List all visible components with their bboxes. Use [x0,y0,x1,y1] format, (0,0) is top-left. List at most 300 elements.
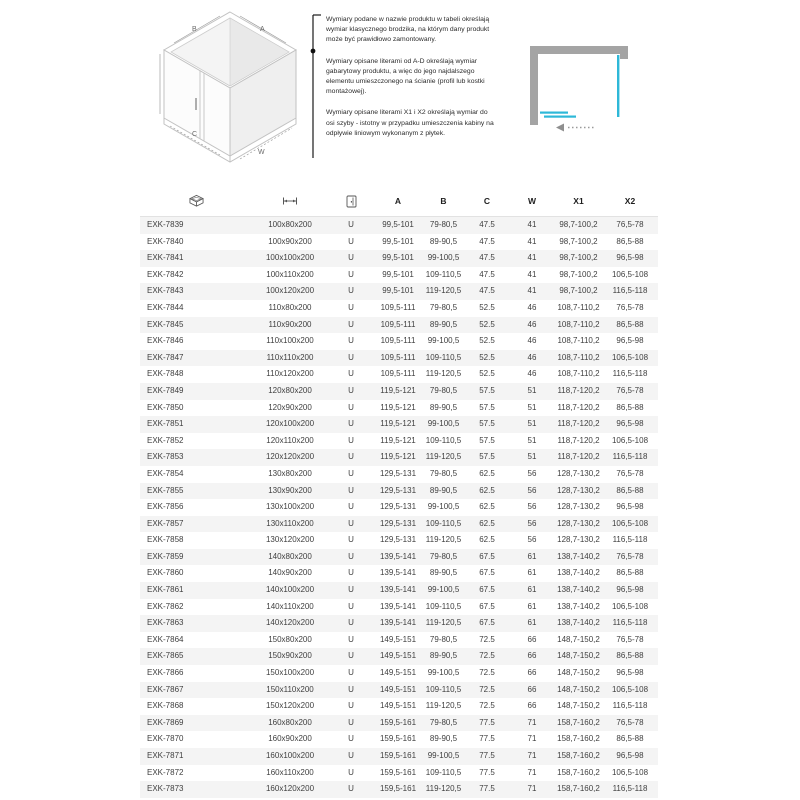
cell-x2: 86,5-88 [616,734,644,744]
cell-code: EXK-7846 [147,336,184,346]
top-section [0,0,800,186]
cell-b: 79-80,5 [429,385,458,395]
cell-b: 109-110,5 [425,684,462,694]
table-row [140,698,658,715]
cell-w: 56 [527,485,537,495]
cell-x2: 76,5-78 [616,717,644,727]
cell-c: 57.5 [479,385,495,395]
cell-b: 89-90,5 [429,236,458,246]
cell-w: 71 [527,751,537,760]
cell-code: EXK-7868 [147,701,184,711]
cell-size: 150x110x200 [266,684,314,694]
cell-x2: 116,5-118 [612,452,648,462]
cell-b: 99-100,5 [427,751,460,760]
cell-x1: 148,7-150,2 [557,684,600,694]
cell-x2: 86,5-88 [616,568,644,578]
cell-x1: 148,7-150,2 [557,634,600,644]
table-row [140,466,658,483]
cell-b: 119-120,5 [425,784,462,794]
cell-size: 130x90x200 [268,485,312,495]
cell-size: 130x110x200 [266,518,314,528]
cell-code: EXK-7850 [147,402,184,412]
cell-code: EXK-7865 [147,651,184,661]
cell-a: 99,5-101 [382,286,414,296]
dimension-info-text [326,15,494,150]
cell-x2: 96,5-98 [616,253,644,263]
cell-x1: 98,7-100,2 [559,286,598,296]
table-row [140,366,658,383]
width-dimension-icon [282,196,298,206]
cell-w: 66 [527,668,537,678]
cell-x1: 158,7-160,2 [557,784,600,794]
cell-b: 109-110,5 [425,518,462,528]
table-row [140,317,658,334]
cell-w: 41 [527,236,537,246]
cell-x2: 96,5-98 [616,419,644,429]
cell-type: U [348,419,354,429]
cell-x1: 108,7-110,2 [557,369,600,379]
cell-b: 89-90,5 [429,485,458,495]
cell-size: 100x120x200 [265,286,315,296]
cell-c: 67.5 [479,585,495,595]
column-header-x1: X1 [573,196,584,206]
table-row [140,632,658,649]
cell-size: 150x100x200 [265,668,315,678]
table-row [140,499,658,516]
cell-c: 47.5 [479,253,495,263]
cell-size: 110x110x200 [266,352,314,362]
cell-b: 89-90,5 [429,402,458,412]
cell-type: U [348,352,354,362]
info-paragraph-3: Wymiary opisane literami X1 i X2 określają wymiar do osi szyby - istotny w przypadku umieszczenia kabiny na odpływie liniowym wykonanym z płytek. [326,109,494,137]
cell-b: 99-100,5 [427,668,460,678]
cell-b: 119-120,5 [425,452,462,462]
column-header-door-type [328,195,374,208]
cell-a: 109,5-111 [380,336,416,346]
cell-b: 89-90,5 [429,734,458,744]
cell-x2: 86,5-88 [616,485,644,495]
cell-x1: 158,7-160,2 [557,734,600,744]
cell-code: EXK-7844 [147,302,184,312]
cell-code: EXK-7847 [147,352,184,362]
cell-size: 130x100x200 [265,502,315,512]
table-row [140,234,658,251]
cell-type: U [348,684,354,694]
cell-code: EXK-7872 [147,767,184,777]
cell-a: 99,5-101 [382,253,414,263]
cell-type: U [348,452,354,462]
cell-a: 149,5-151 [379,634,417,644]
cell-x2: 76,5-78 [616,220,644,229]
wall-top [530,46,628,54]
cell-size: 110x100x200 [266,336,314,346]
table-row [140,250,658,267]
cell-x1: 128,7-130,2 [557,535,600,545]
cell-x2: 76,5-78 [616,302,644,312]
cell-x2: 116,5-118 [612,701,648,711]
cell-x2: 86,5-88 [616,319,644,329]
cell-a: 119,5-121 [380,385,416,395]
cell-w: 56 [527,502,537,512]
cell-code: EXK-7853 [147,452,184,462]
cell-c: 62.5 [479,468,495,478]
column-header-w: W [527,196,537,206]
cell-c: 52.5 [479,369,495,379]
cell-x1: 108,7-110,2 [557,302,600,312]
cell-type: U [348,220,354,229]
cell-x2: 76,5-78 [616,551,644,561]
cell-code: EXK-7840 [147,236,184,246]
cell-w: 46 [527,336,537,346]
table-row [140,416,658,433]
cell-size: 120x80x200 [268,385,312,395]
glass-door-panel-2 [544,116,576,118]
cell-x2: 106,5-108 [611,352,649,362]
cell-w: 61 [527,551,537,561]
cell-b: 99-100,5 [427,253,460,263]
cell-type: U [348,385,354,395]
cell-b: 89-90,5 [429,651,458,661]
height-dimension-line [308,14,322,165]
table-row [140,748,658,765]
cell-w: 46 [527,352,537,362]
cell-c: 62.5 [479,518,495,528]
cell-code: EXK-7870 [147,734,184,744]
glass-fixed-panel [617,55,619,117]
table-body [140,217,658,798]
cell-w: 41 [527,286,537,296]
cell-b: 89-90,5 [429,319,458,329]
glass-door-panel-1 [540,112,568,114]
cell-size: 120x120x200 [265,452,315,462]
cell-c: 52.5 [479,319,495,329]
cell-w: 56 [527,535,537,545]
cell-a: 129,5-131 [379,535,417,545]
cell-c: 57.5 [479,402,495,412]
cell-x2: 106,5-108 [611,518,649,528]
cell-w: 41 [527,269,537,279]
cell-b: 99-100,5 [427,585,460,595]
table-row [140,483,658,500]
cell-b: 79-80,5 [429,551,458,561]
table-row [140,350,658,367]
cell-x1: 138,7-140,2 [557,551,600,561]
cell-x2: 106,5-108 [611,684,649,694]
table-row [140,565,658,582]
dim-label-a: A [260,26,265,33]
cell-b: 99-100,5 [427,502,460,512]
table-row [140,516,658,533]
cell-a: 159,5-161 [379,767,417,777]
cell-a: 129,5-131 [379,518,417,528]
cell-size: 140x80x200 [268,551,312,561]
cell-x1: 118,7-120,2 [557,452,600,462]
cell-x2: 96,5-98 [616,668,644,678]
cell-a: 139,5-141 [379,618,417,628]
cell-x1: 98,7-100,2 [559,220,598,229]
cell-type: U [348,734,354,744]
cell-size: 120x90x200 [268,402,312,412]
isometric-cabin-drawing [156,6,304,168]
cell-type: U [348,717,354,727]
cell-code: EXK-7851 [147,419,184,429]
cell-size: 100x100x200 [265,253,315,263]
cell-w: 51 [527,385,537,395]
cell-c: 77.5 [479,784,495,794]
cell-x2: 86,5-88 [616,651,644,661]
cell-c: 57.5 [479,435,495,445]
cell-x2: 86,5-88 [616,402,644,412]
cell-a: 99,5-101 [382,236,414,246]
cell-a: 159,5-161 [379,751,417,760]
cell-size: 160x80x200 [268,717,312,727]
cell-c: 72.5 [479,701,495,711]
table-row [140,333,658,350]
cell-type: U [348,468,354,478]
cell-c: 72.5 [479,668,495,678]
table-row [140,781,658,798]
column-header-product [140,194,252,208]
table-row [140,383,658,400]
cell-code: EXK-7871 [147,751,184,760]
cell-c: 47.5 [479,286,495,296]
cell-type: U [348,668,354,678]
cell-x2: 76,5-78 [616,385,644,395]
table-row [140,615,658,632]
cell-size: 150x90x200 [268,651,312,661]
table-row [140,549,658,566]
cell-w: 41 [527,253,537,263]
cell-code: EXK-7842 [147,269,184,279]
cell-type: U [348,336,354,346]
cell-c: 67.5 [479,568,495,578]
column-header-a: A [394,196,402,206]
cell-size: 160x100x200 [265,751,315,760]
cell-x2: 96,5-98 [616,336,644,346]
cell-b: 99-100,5 [427,419,460,429]
cell-size: 120x100x200 [265,419,315,429]
cell-type: U [348,269,354,279]
cell-c: 47.5 [479,269,495,279]
cell-w: 41 [527,220,537,229]
cell-c: 52.5 [479,336,495,346]
cell-x1: 98,7-100,2 [559,253,598,263]
table-row [140,665,658,682]
cell-w: 61 [527,618,537,628]
cell-x2: 116,5-118 [612,535,648,545]
cell-x1: 118,7-120,2 [557,419,600,429]
cell-code: EXK-7854 [147,468,184,478]
cell-size: 100x80x200 [268,220,312,229]
cell-type: U [348,402,354,412]
cell-code: EXK-7857 [147,518,184,528]
cell-code: EXK-7860 [147,568,184,578]
cell-c: 72.5 [479,634,495,644]
cell-code: EXK-7839 [147,220,184,229]
cell-a: 109,5-111 [380,352,416,362]
cell-size: 160x90x200 [268,734,312,744]
spec-table [140,186,658,798]
cell-x1: 128,7-130,2 [557,502,600,512]
cell-a: 119,5-121 [380,419,416,429]
cell-code: EXK-7848 [147,369,184,379]
cell-c: 52.5 [479,302,495,312]
cell-c: 62.5 [479,485,495,495]
cell-x2: 96,5-98 [616,585,644,595]
cell-code: EXK-7862 [147,601,184,611]
cell-x1: 138,7-140,2 [557,568,600,578]
cell-size: 160x120x200 [265,784,315,794]
cell-x2: 76,5-78 [616,468,644,478]
cell-size: 110x80x200 [268,302,312,312]
cell-size: 140x100x200 [265,585,315,595]
cell-b: 99-100,5 [427,336,460,346]
cell-x1: 108,7-110,2 [557,319,600,329]
cell-x1: 108,7-110,2 [557,352,600,362]
cell-w: 71 [527,734,537,744]
table-row [140,582,658,599]
cell-type: U [348,601,354,611]
cell-a: 129,5-131 [379,468,417,478]
table-row [140,300,658,317]
table-row [140,599,658,616]
cell-w: 51 [527,402,537,412]
cell-type: U [348,701,354,711]
cell-type: U [348,369,354,379]
table-row [140,648,658,665]
cell-x1: 108,7-110,2 [557,336,600,346]
cell-code: EXK-7867 [147,684,184,694]
cell-a: 99,5-101 [382,220,414,229]
cell-x1: 148,7-150,2 [557,701,600,711]
cell-a: 149,5-151 [379,651,417,661]
table-row [140,217,658,234]
door-icon [346,195,357,208]
cell-a: 139,5-141 [379,601,417,611]
cell-x1: 118,7-120,2 [557,385,600,395]
cell-b: 109-110,5 [425,601,462,611]
cell-a: 109,5-111 [380,319,416,329]
cell-code: EXK-7864 [147,634,184,644]
cell-c: 62.5 [479,535,495,545]
cell-size: 150x120x200 [265,701,315,711]
cell-type: U [348,319,354,329]
cell-a: 149,5-151 [379,684,417,694]
cell-w: 61 [527,601,537,611]
table-row [140,532,658,549]
cell-c: 52.5 [479,352,495,362]
cell-size: 110x120x200 [266,369,314,379]
cell-a: 109,5-111 [380,369,416,379]
cell-x2: 76,5-78 [616,634,644,644]
cell-a: 149,5-151 [379,668,417,678]
cell-b: 79-80,5 [429,468,458,478]
cell-w: 46 [527,319,537,329]
cell-code: EXK-7843 [147,286,184,296]
cell-c: 77.5 [479,717,495,727]
cell-code: EXK-7852 [147,435,184,445]
cell-c: 77.5 [479,767,495,777]
cell-x1: 158,7-160,2 [557,717,600,727]
cell-x1: 158,7-160,2 [557,767,600,777]
cell-c: 77.5 [479,734,495,744]
cell-a: 139,5-141 [379,568,417,578]
cell-x1: 128,7-130,2 [557,485,600,495]
cell-type: U [348,634,354,644]
cell-c: 47.5 [479,220,495,229]
cell-size: 100x110x200 [266,269,314,279]
cell-type: U [348,485,354,495]
table-row [140,267,658,284]
cell-w: 61 [527,568,537,578]
cell-size: 100x90x200 [268,236,312,246]
cell-code: EXK-7863 [147,618,184,628]
cell-a: 139,5-141 [379,551,417,561]
cell-size: 140x90x200 [268,568,312,578]
cell-c: 57.5 [479,419,495,429]
cell-code: EXK-7849 [147,385,184,395]
cell-x1: 98,7-100,2 [559,269,598,279]
dim-label-w: W [258,149,265,156]
cell-a: 109,5-111 [380,302,416,312]
cell-type: U [348,435,354,445]
cell-x1: 98,7-100,2 [559,236,598,246]
wall-return [620,54,628,59]
cell-a: 99,5-101 [382,269,414,279]
info-paragraph-2: Wymiary opisane literami od A-D określają wymiar gabarytowy produktu, a więc do jego najdalszego elementu umieszczonego na ścianie (profil lub kostki montażowej). [326,57,485,96]
wall-left [530,46,538,125]
cell-w: 46 [527,302,537,312]
cell-type: U [348,535,354,545]
cell-b: 109-110,5 [425,435,462,445]
table-row [140,283,658,300]
info-paragraph-1: Wymiary podane w nazwie produktu w tabeli określają wymiar klasycznego brodzika, na którym dany produkt może być prawidłowo zamontowany. [326,16,490,44]
cell-b: 119-120,5 [425,535,462,545]
cell-b: 109-110,5 [425,767,462,777]
cell-type: U [348,253,354,263]
shower-tray-icon [189,194,204,208]
cell-c: 57.5 [479,452,495,462]
cell-code: EXK-7861 [147,585,184,595]
cell-x1: 118,7-120,2 [557,435,600,445]
cell-w: 61 [527,585,537,595]
cell-c: 77.5 [479,751,495,760]
cell-code: EXK-7869 [147,717,184,727]
cell-size: 120x110x200 [266,435,314,445]
cell-type: U [348,568,354,578]
cell-type: U [348,585,354,595]
cell-x2: 116,5-118 [612,369,648,379]
cell-type: U [348,767,354,777]
cell-size: 130x120x200 [265,535,315,545]
cell-x1: 138,7-140,2 [557,601,600,611]
cell-c: 47.5 [479,236,495,246]
cell-b: 119-120,5 [425,369,462,379]
cell-x2: 106,5-108 [611,269,649,279]
cell-x1: 158,7-160,2 [557,751,600,760]
cell-a: 159,5-161 [379,717,417,727]
table-row [140,765,658,782]
column-header-c: C [483,196,491,206]
cell-w: 51 [527,452,537,462]
cell-size: 130x80x200 [268,468,312,478]
cell-size: 110x90x200 [268,319,312,329]
column-header-size [252,196,328,206]
cell-x1: 148,7-150,2 [557,651,600,661]
top-view-diagram [528,42,632,139]
cell-w: 51 [527,419,537,429]
cell-type: U [348,551,354,561]
